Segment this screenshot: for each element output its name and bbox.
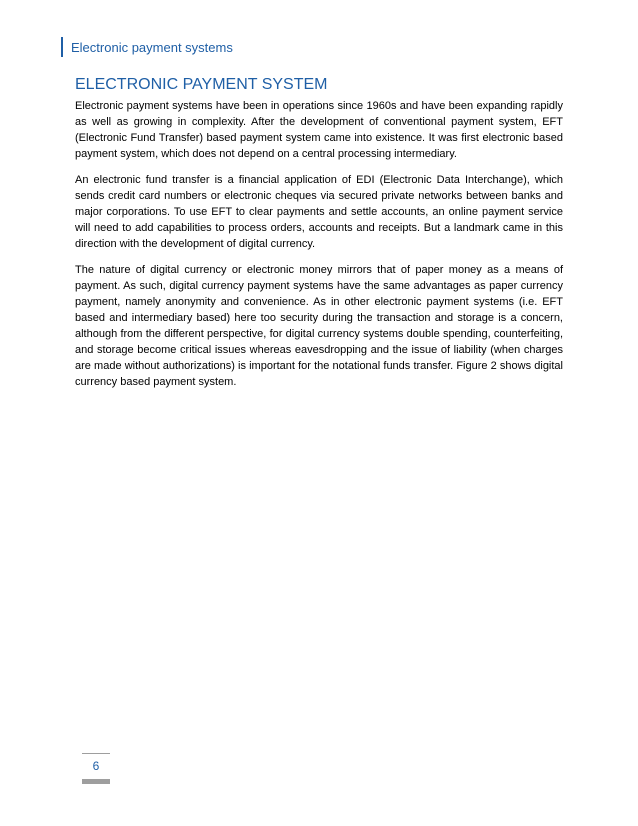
page-number-rule-bottom bbox=[82, 779, 110, 784]
section-title: ELECTRONIC PAYMENT SYSTEM bbox=[75, 76, 328, 93]
page-number: 6 bbox=[92, 759, 100, 773]
header-title: Electronic payment systems bbox=[71, 39, 233, 55]
paragraph-3: The nature of digital currency or electronic money mirrors that of paper money as a means of payment. As such, digital currency payment systems have the same advantages as paper currency payment, namely anonymity and convenience. As in other electronic payment systems (i.e. EFT based and intermediary based) here too security during the transaction and storage is a concern, although from the different perspective, for digital currency systems double spending, counterfeiting, and storage become critical issues whereas eavesdropping and the issue of liability (when charges are made without authorizations) is important for the notational funds transfer. Figure 2 shows digital currency based payment system. bbox=[75, 264, 563, 388]
running-header bbox=[61, 36, 233, 58]
page-footer bbox=[82, 753, 110, 785]
paragraph-1: Electronic payment systems have been in operations since 1960s and have been expanding rapidly as well as growing in complexity. After the development of conventional payment system, EFT (Electronic Fund Transfer) based payment system came into existence. It was first electronic based payment system, which does not depend on a central processing intermediary. bbox=[75, 100, 563, 160]
header-accent-bar bbox=[61, 37, 63, 57]
paragraph-2: An electronic fund transfer is a financial application of EDI (Electronic Data Interchange), which sends credit card numbers or electronic cheques via secured private networks between banks and major corporations. To use EFT to clear payments and settle accounts, an online payment service will need to add capabilities to process orders, accounts and receipts. But a landmark came in this direction with the development of digital currency. bbox=[75, 174, 563, 250]
page-number-rule-top bbox=[82, 753, 110, 754]
body-text bbox=[75, 98, 563, 400]
